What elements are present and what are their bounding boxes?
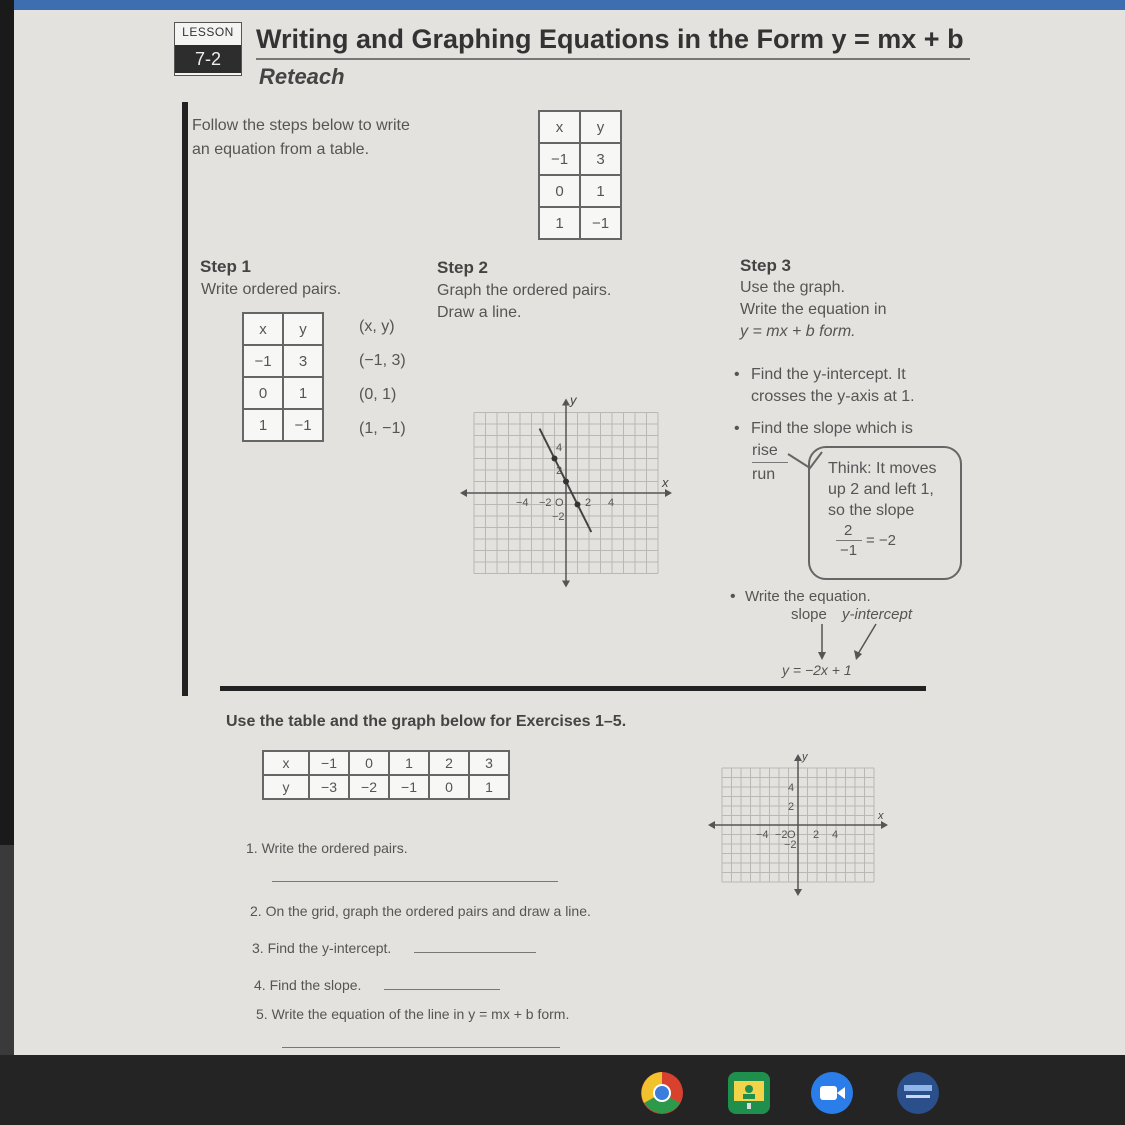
- fraction-bar: [836, 540, 862, 541]
- step3-line2: Write the equation in: [740, 301, 887, 318]
- table-cell: −1: [243, 345, 283, 377]
- table-cell: −1: [539, 143, 580, 175]
- worksheet-page: [14, 10, 1125, 1055]
- table-header-x: x: [243, 313, 283, 345]
- y-tick-label: −2: [784, 839, 797, 851]
- step2-graph: [454, 360, 669, 550]
- reteach-frame-left: [182, 102, 188, 696]
- chrome-icon[interactable]: [640, 1071, 684, 1115]
- slope-label: slope: [791, 606, 827, 623]
- table-cell: 0: [243, 377, 283, 409]
- table-cell: −1: [580, 207, 621, 239]
- lesson-label: LESSON: [182, 25, 234, 39]
- slope-result: = −2: [866, 532, 897, 549]
- step3-bullet2: Find the slope which is: [751, 420, 913, 437]
- x-tick-label: O: [555, 497, 564, 509]
- ordered-pair: (−1, 3): [359, 352, 406, 369]
- step2-line2: Draw a line.: [437, 304, 522, 321]
- y-tick-label: 2: [556, 465, 563, 477]
- graph-x-label: x: [878, 810, 884, 822]
- y-axis-arrow: [562, 581, 570, 588]
- x-axis-arrow: [665, 489, 672, 497]
- graph-axes: [708, 754, 888, 896]
- x-tick-label: −4: [516, 497, 529, 509]
- ordered-pairs-header: (x, y): [359, 318, 395, 335]
- title-divider: [256, 58, 970, 60]
- screen-bezel: [0, 0, 14, 845]
- step1-table: [242, 312, 324, 442]
- think-line: up 2 and left 1,: [828, 481, 934, 498]
- table-cell: −2: [349, 775, 389, 799]
- os-taskbar: [0, 1055, 1125, 1125]
- x-axis-arrow: [460, 489, 467, 497]
- table-cell: 0: [349, 751, 389, 775]
- x-tick-label: 2: [585, 497, 592, 509]
- classroom-icon-graphic: [727, 1071, 771, 1115]
- x-tick-label: 4: [608, 497, 615, 509]
- lesson-badge: [174, 22, 242, 76]
- intercept-label: y-intercept: [842, 606, 913, 623]
- step3-bullet1b: crosses the y-axis at 1.: [751, 388, 915, 405]
- step2-line1: Graph the ordered pairs.: [437, 282, 612, 299]
- x-tick-label: −4: [756, 829, 769, 841]
- x-tick-label: O: [787, 829, 796, 841]
- table-cell: −1: [389, 775, 429, 799]
- table-header-x: x: [539, 111, 580, 143]
- table-cell: 1: [580, 175, 621, 207]
- y-axis-arrow: [562, 399, 570, 406]
- step2-heading: Step 2: [437, 258, 489, 277]
- table-header-y: y: [580, 111, 621, 143]
- fraction-bar: [752, 462, 788, 463]
- table-cell: 3: [580, 143, 621, 175]
- bullet-dot: •: [734, 366, 740, 383]
- rise-label: rise: [752, 442, 778, 459]
- table-row: [263, 775, 509, 799]
- page-title: Writing and Graphing Equations in the Form y = mx + b: [256, 24, 964, 54]
- plotted-point: [552, 456, 558, 462]
- table-cell: 1: [283, 377, 323, 409]
- final-equation: y = −2x + 1: [782, 662, 852, 678]
- table-cell: 3: [283, 345, 323, 377]
- question-5: 5. Write the equation of the line in y = mx + b form.: [256, 1006, 570, 1022]
- table-header-y: y: [283, 313, 323, 345]
- slope-numerator: 2: [844, 522, 853, 539]
- answer-line-5[interactable]: [282, 1047, 560, 1048]
- plotted-point: [575, 502, 581, 508]
- table-cell: 1: [469, 775, 509, 799]
- table-header-x: x: [263, 751, 309, 775]
- pearson-realize-icon[interactable]: [896, 1071, 940, 1115]
- bullet-dot: •: [734, 420, 740, 437]
- exercise-table: [262, 750, 510, 800]
- step3-bullet3: Write the equation.: [745, 588, 871, 605]
- pearson-realize-icon-graphic: [896, 1071, 940, 1115]
- think-line: so the slope: [828, 502, 915, 519]
- equation-arrows: [810, 622, 890, 662]
- question-4: 4. Find the slope.: [254, 977, 362, 993]
- y-tick-label: 4: [788, 782, 795, 794]
- ordered-pairs-list: [359, 318, 406, 454]
- y-tick-label: 4: [556, 442, 563, 454]
- x-axis-arrow: [881, 821, 888, 829]
- step1-text: Write ordered pairs.: [201, 281, 342, 298]
- step1-heading: Step 1: [200, 257, 252, 276]
- table-cell: 1: [389, 751, 429, 775]
- think-text: [828, 458, 968, 521]
- ordered-pair: (0, 1): [359, 386, 397, 403]
- question-2: 2. On the grid, graph the ordered pairs and draw a line.: [250, 903, 591, 919]
- exercises-title: Use the table and the graph below for Exercises 1–5.: [226, 713, 627, 730]
- y-axis-arrow: [794, 889, 802, 896]
- think-line: Think: It moves: [828, 460, 937, 477]
- step3-heading: Step 3: [740, 256, 792, 275]
- table-cell: 0: [539, 175, 580, 207]
- reteach-frame-bottom: [220, 686, 926, 691]
- question-1: 1. Write the ordered pairs.: [246, 840, 408, 856]
- x-axis-arrow: [708, 821, 715, 829]
- table-cell: 2: [429, 751, 469, 775]
- step3-line3: y = mx + b form.: [740, 323, 856, 340]
- graph-axes: [460, 399, 672, 588]
- answer-line-1[interactable]: [272, 881, 558, 882]
- table-cell: −1: [283, 409, 323, 441]
- graph-x-label: x: [662, 475, 669, 490]
- ordered-pair: (1, −1): [359, 420, 406, 437]
- lesson-number: 7-2: [175, 45, 241, 73]
- bullet-dot: •: [730, 588, 736, 605]
- table-cell: 1: [539, 207, 580, 239]
- slope-denominator: −1: [840, 542, 858, 559]
- x-tick-label: −2: [775, 829, 788, 841]
- answer-line-4[interactable]: [384, 989, 500, 990]
- graph-y-label: y: [570, 392, 577, 408]
- table-header-y: y: [263, 775, 309, 799]
- video-camera-icon-graphic: [810, 1071, 854, 1115]
- x-tick-label: 2: [813, 829, 820, 841]
- table-cell: 0: [429, 775, 469, 799]
- page-subtitle: Reteach: [259, 64, 345, 89]
- chrome-icon-graphic: [640, 1071, 684, 1115]
- intro-table: [538, 110, 622, 240]
- y-tick-label: −2: [552, 511, 565, 523]
- table-row: [263, 751, 509, 775]
- table-cell: 1: [243, 409, 283, 441]
- table-cell: −3: [309, 775, 349, 799]
- exercise-graph: [710, 722, 900, 882]
- graph-y-label: y: [802, 751, 808, 763]
- classroom-icon[interactable]: [727, 1071, 771, 1115]
- plotted-point: [563, 479, 569, 485]
- run-label: run: [752, 466, 776, 483]
- step3-line1: Use the graph.: [740, 279, 845, 296]
- x-tick-label: 4: [832, 829, 839, 841]
- step3-bullet1a: Find the y-intercept. It: [751, 366, 906, 383]
- graph-tick-labels: [756, 782, 838, 851]
- y-tick-label: 2: [788, 801, 795, 813]
- y-axis-arrow: [794, 754, 802, 761]
- table-cell: 3: [469, 751, 509, 775]
- table-cell: −1: [309, 751, 349, 775]
- video-camera-icon[interactable]: [810, 1071, 854, 1115]
- question-3: 3. Find the y-intercept.: [252, 940, 392, 956]
- intro-text: Follow the steps below to write an equation from a table.: [192, 117, 410, 158]
- x-tick-label: −2: [539, 497, 552, 509]
- answer-line-3[interactable]: [414, 952, 536, 953]
